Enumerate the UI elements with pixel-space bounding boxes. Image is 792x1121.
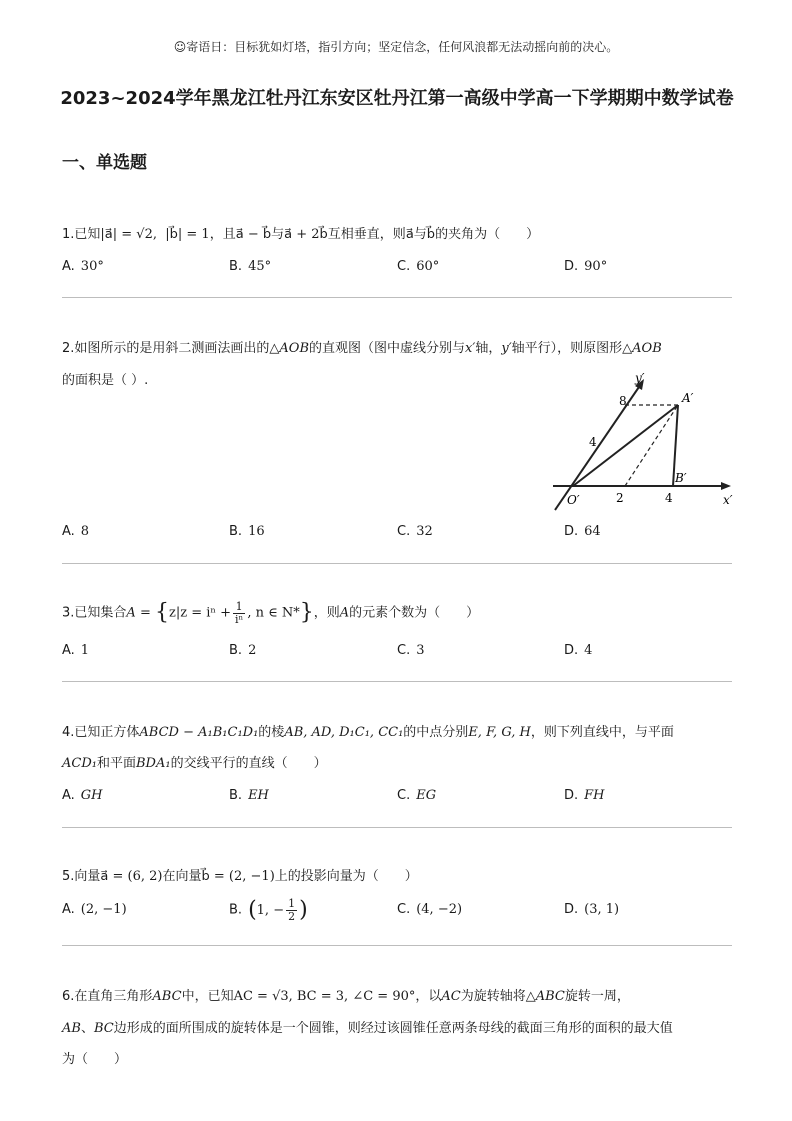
motto: ☺寄语日：目标犹如灯塔，指引方向；坚定信念，任何风浪都无法动摇向前的决心。 [173, 40, 619, 54]
question-4: 4.已知正方体ABCD − A₁B₁C₁D₁的棱AB, AD, D₁C₁, CC₁的中点分别E, F, G, H，则下列直线中，与平面 [62, 725, 674, 740]
divider [62, 945, 732, 946]
option-d[interactable]: D. (3, 1) [564, 902, 620, 917]
question-6: 6.在直角三角形ABC中，已知AC = √3, BC = 3, ∠C = 90°，以AC为旋转轴将△ABC旋转一周， [62, 989, 630, 1004]
option-a[interactable]: A. 1 [62, 643, 90, 658]
label-x-2: 2 [616, 491, 624, 505]
question-6-line3: 为（ ） [62, 1052, 128, 1067]
label-y-4: 4 [589, 435, 597, 449]
section-heading: 一、单选题 [62, 153, 147, 173]
label-origin: O′ [567, 493, 580, 507]
label-y-8: 8 [619, 394, 627, 408]
option-b[interactable]: B. 2 [229, 643, 257, 658]
option-a[interactable]: A. GH [62, 788, 103, 803]
question-1: 1.已知|a⃗| = √2, |b⃗| = 1，且a⃗ − b⃗与a⃗ + 2b⃗互相垂直，则a⃗与b⃗的夹角为（ ） [62, 227, 540, 242]
option-c[interactable]: C. (4, −2) [397, 902, 463, 917]
option-d[interactable]: D. FH [564, 788, 605, 803]
option-d[interactable]: D. 64 [564, 524, 601, 539]
divider [62, 297, 732, 298]
label-y-axis: y′ [635, 371, 645, 385]
label-a: A′ [682, 391, 694, 405]
question-2-line2: 的面积是（ ）. [62, 373, 149, 388]
option-a[interactable]: A. 8 [62, 524, 90, 539]
option-b[interactable]: B. EH [229, 788, 269, 803]
option-b[interactable]: B. (1, − $\frac{1}{2}$ ) [229, 896, 308, 923]
x-arrow-icon [721, 482, 731, 490]
label-x-axis: x′ [723, 493, 733, 507]
option-c[interactable]: C. EG [397, 788, 437, 803]
divider [62, 563, 732, 564]
label-b: B′ [675, 471, 687, 485]
question-6-line2: AB、BC边形成的面所围成的旋转体是一个圆锥，则经过该圆锥任意两条母线的截面三角形的面积的最大值 [62, 1021, 673, 1036]
option-d[interactable]: D. 4 [564, 643, 593, 658]
question-2: 2.如图所示的是用斜二测画法画出的△AOB的直观图（图中虚线分别与x′轴，y′轴平行），则原图形△AOB [62, 341, 662, 356]
question-5: 5.向量a⃗ = (6, 2)在向量b⃗ = (2, −1)上的投影向量为（ ） [62, 869, 418, 884]
option-b[interactable]: B. 16 [229, 524, 265, 539]
oblique-diagram [545, 368, 735, 513]
label-x-4: 4 [665, 491, 673, 505]
option-a[interactable]: A. 30° [62, 259, 104, 274]
option-a[interactable]: A. (2, −1) [62, 902, 127, 917]
page-title: 2023~2024学年黑龙江牡丹江东安区牡丹江第一高级中学高一下学期期中数学试卷 [60, 88, 734, 109]
option-c[interactable]: C. 32 [397, 524, 433, 539]
option-c[interactable]: C. 3 [397, 643, 425, 658]
option-d[interactable]: D. 90° [564, 259, 608, 274]
question-4-line2: ACD₁和平面BDA₁的交线平行的直线（ ） [62, 756, 327, 771]
option-c[interactable]: C. 60° [397, 259, 440, 274]
y-axis [555, 384, 641, 510]
option-b[interactable]: B. 45° [229, 259, 272, 274]
divider [62, 827, 732, 828]
question-3: 3.已知集合A = {z|z = iⁿ + $\frac{1}{\text{iⁿ}}$ , n ∈ N*}，则A的元素个数为（ ） [62, 599, 480, 626]
dashed-parallel [625, 405, 678, 486]
divider [62, 681, 732, 682]
